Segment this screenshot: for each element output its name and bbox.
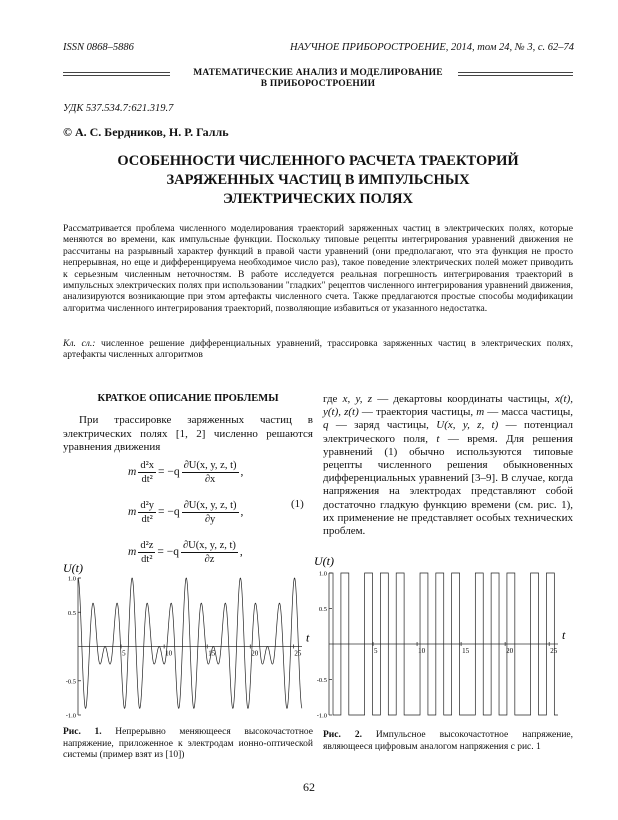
figure2-caption-label: Рис. 2. xyxy=(323,730,362,740)
y-tick-label: -0.5 xyxy=(316,677,327,684)
udk: УДК 537.534.7:621.319.7 xyxy=(63,103,174,114)
x-tick-label: 20 xyxy=(251,649,259,658)
keywords-text: численное решение дифференциальных уравнений, трассировка заряженных частиц в электрических полях, артефакты численных алгоритмов xyxy=(63,338,573,361)
series-line xyxy=(78,578,302,708)
equation-block xyxy=(128,452,318,572)
y-tick-label: 1.0 xyxy=(67,575,76,583)
title-line1: ОСОБЕННОСТИ ЧИСЛЕННОГО РАСЧЕТА ТРАЕКТОРИЙ xyxy=(117,153,519,169)
figure1 xyxy=(62,560,317,730)
keywords xyxy=(63,338,573,361)
x-tick-label: 5 xyxy=(374,647,378,655)
figure1-caption-text: Непрерывно меняющееся высокочастотное напряжение, приложенное к электродам ионно-оптической системы (пример взят из [10]) xyxy=(63,727,313,760)
figure2 xyxy=(313,553,573,730)
equation-number: (1) xyxy=(291,498,304,510)
rubric xyxy=(63,68,573,90)
x-tick-label: 20 xyxy=(506,647,514,655)
figure1-caption-label: Рис. 1. xyxy=(63,727,102,737)
figure1-ylabel: U(t) xyxy=(63,561,83,575)
right-column-text: где x, y, z — декартовы координаты частицы, x(t), y(t), z(t) — траектория частицы, m — масса частицы, q — заряд частицы, U(x, y, z, t) — потенциал электрического поля, t — время. Для решения уравнений (1) обычно используются типовые рецепты численного решения обыкновенных дифференциальных уравнений [3–9]. В случае, когда напряжения на электродах представляют собой достаточно гладкую функцию времени (см. рис. 1), их применение не представляет особых технических проблем. xyxy=(323,393,574,538)
x-axis-label: t xyxy=(306,630,310,645)
x-tick-label: 25 xyxy=(294,649,302,658)
page-number: 62 xyxy=(303,780,315,794)
article-title xyxy=(63,152,573,209)
figure2-caption xyxy=(323,730,573,753)
x-axis-label: t xyxy=(562,628,566,642)
section-heading: КРАТКОЕ ОПИСАНИЕ ПРОБЛЕМЫ xyxy=(97,393,279,404)
rubric-line2: В ПРИБОРОСТРОЕНИИ xyxy=(260,79,376,89)
y-tick-label: 0.5 xyxy=(318,606,327,613)
issn: ISSN 0868–5886 xyxy=(63,42,134,53)
title-line2: ЗАРЯЖЕННЫХ ЧАСТИЦ В ИМПУЛЬСНЫХ xyxy=(166,172,470,188)
y-tick-label: -1.0 xyxy=(65,712,76,720)
x-tick-label: 10 xyxy=(165,649,173,658)
equation-z: m $\frac{\text{d²z}}{\text{dt²}}$ = −q $\frac{\partial U(x, y, z, t)}{\partial z}$ , xyxy=(128,539,243,565)
x-tick-label: 15 xyxy=(462,647,470,655)
x-tick-label: 25 xyxy=(550,647,558,655)
equation-y: m $\frac{\text{d²y}}{\text{dt²}}$ = −q $\frac{\partial U(x, y, z, t)}{\partial y}$ , xyxy=(128,499,244,525)
journal-info: НАУЧНОЕ ПРИБОРОСТРОЕНИЕ, 2014, том 24, № 3, c. 62–74 xyxy=(290,42,574,53)
y-tick-label: 0.5 xyxy=(67,609,76,617)
abstract: Рассматривается проблема численного моделирования траекторий заряженных частиц в электрических полях, которые меняются во времени, как импульсные функции. Поскольку типовые рецепты интегрирования уравнений движения не рассчитаны на разрывный характер функций в правой части уравнений (они предполагают, что эта функция не просто непрерывная, но еще и дифференцируема необходимое число раз), такое поведение электрических полей может приводить к серьезным численным неточностям. В работе исследуется реальная погрешность интегрирования траекторий в импульсных электрических полях при использовании "гладких" рецептов численного интегрирования уравнений движения, анализируются возникающие при этом артефакты численного счета. Также предлагаются простые способы модификации алгоритма численного интегрирования траекторий, позволяющие избавиться от указанного недостатка. xyxy=(63,223,573,314)
equation-x: m $\frac{\text{d²x}}{\text{dt²}}$ = −q $\frac{\partial U(x, y, z, t)}{\partial x}$ , xyxy=(128,459,244,485)
figure1-caption xyxy=(63,727,313,762)
y-tick-label: -0.5 xyxy=(65,678,76,686)
rubric-line1: МАТЕМАТИЧЕСКИЕ АНАЛИЗ И МОДЕЛИРОВАНИЕ xyxy=(193,68,443,78)
y-tick-label: -1.0 xyxy=(316,712,327,720)
y-tick-label: 1.0 xyxy=(318,570,327,578)
keywords-label: Кл. сл.: xyxy=(63,338,96,349)
x-tick-label: 15 xyxy=(208,649,216,658)
x-tick-label: 5 xyxy=(122,649,126,658)
intro-paragraph: При трассировке заряженных частиц в электрических полях [1, 2] численно решаются уравнения движения xyxy=(63,414,313,453)
authors: © А. С. Бердников, Н. Р. Галль xyxy=(63,125,229,139)
figure1-chart xyxy=(62,560,317,725)
figure2-ylabel: U(t) xyxy=(314,554,334,568)
title-line3: ЭЛЕКТРИЧЕСКИХ ПОЛЯХ xyxy=(223,191,413,207)
figure2-caption-text: Импульсное высокочастотное напряжение, являющееся цифровым аналогом напряжения с рис. 1 xyxy=(323,730,573,752)
figure2-chart xyxy=(313,553,573,725)
x-tick-label: 10 xyxy=(418,647,426,655)
